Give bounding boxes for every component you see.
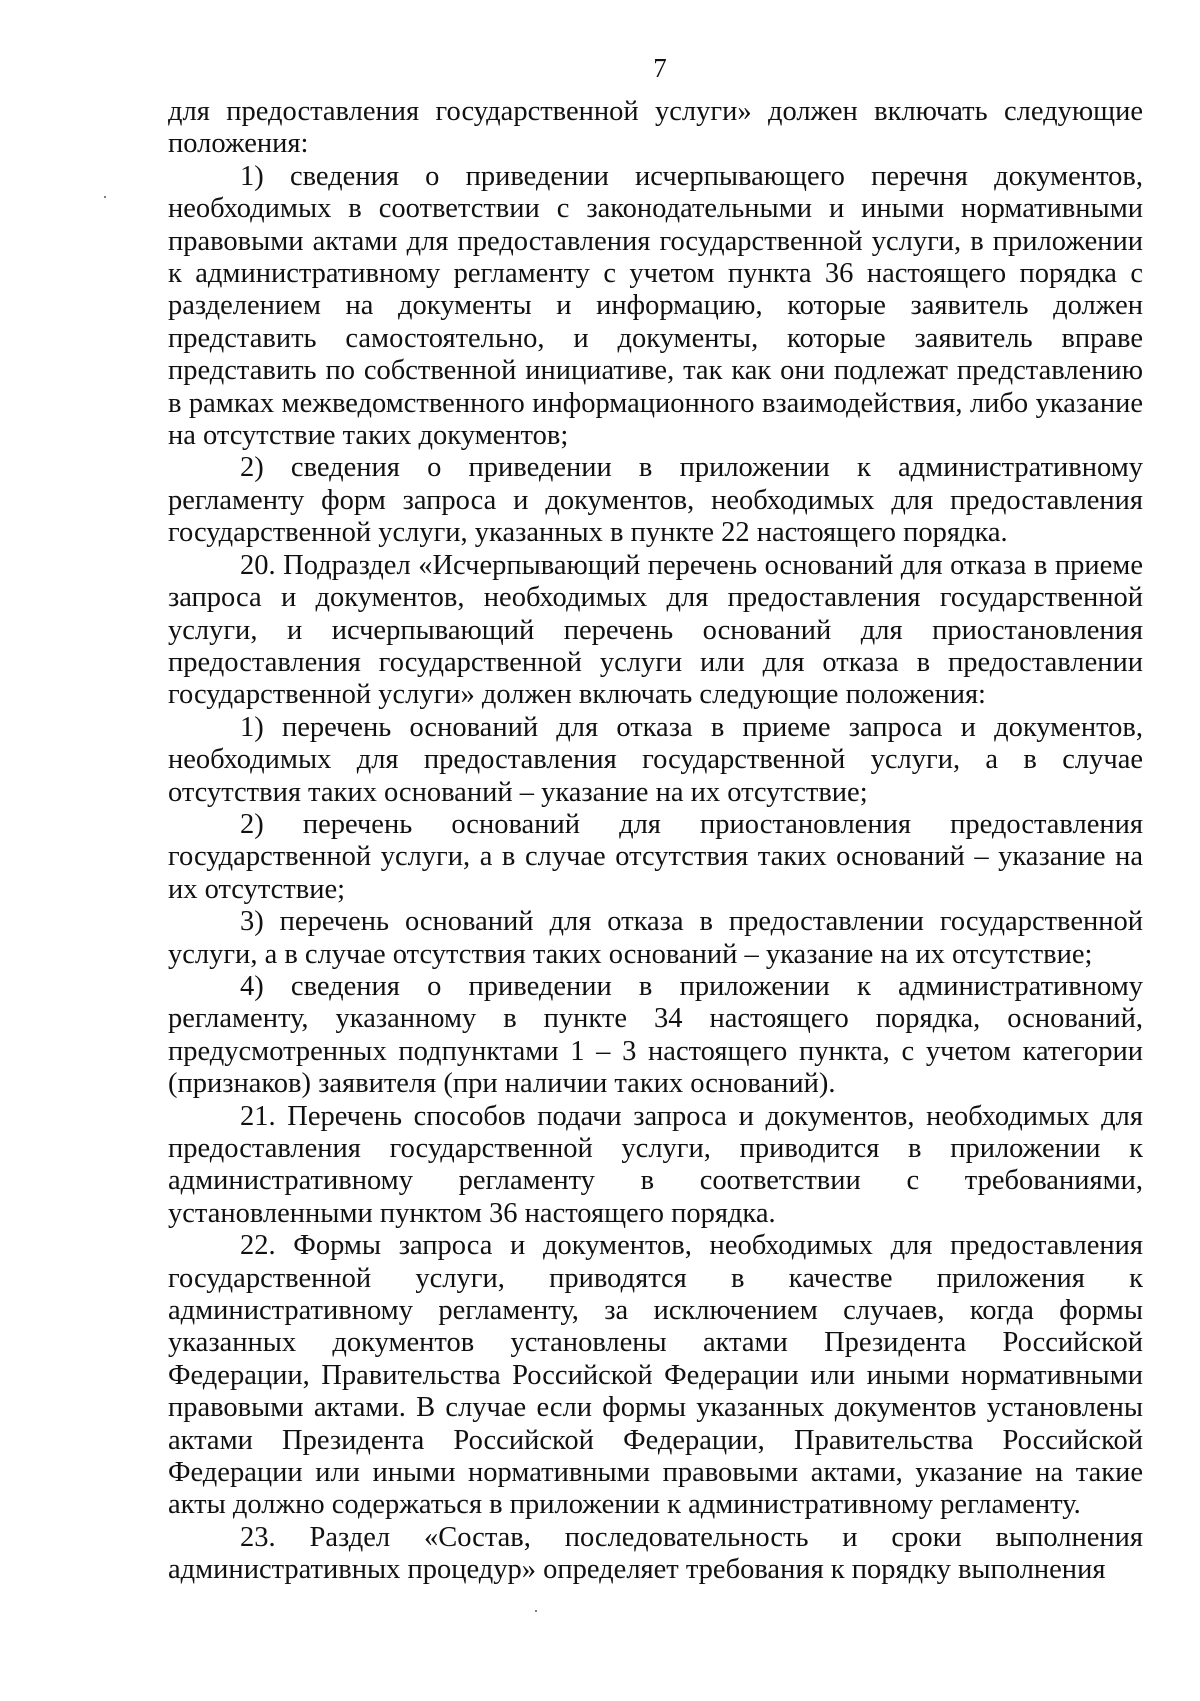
paragraph-item-1-documents-list: 1) сведения о приведении исчерпывающего перечня документов, необходимых в соответствии с законодательными и иными нормативными правовыми актами для предоставления государственной услуги, в приложении к административному регламенту с учетом пункта 36 настоящего порядка с разделением на документы и информацию, которые заявитель должен представить самостоятельно, и документы, которые заявитель вправе представить по собственной инициативе, так как они подлежат представлению в рамках межведомственного информационного взаимодействия, либо указание на отсутствие таких документов; xyxy=(168,160,1143,452)
document-body xyxy=(168,96,1143,1587)
scan-speck xyxy=(104,196,106,198)
page-number: 7 xyxy=(653,53,667,83)
scan-speck xyxy=(535,1610,537,1612)
paragraph-continuation: для предоставления государственной услуги» должен включать следующие положения: xyxy=(168,96,1143,160)
paragraph-clause-20-item-3: 3) перечень оснований для отказа в предоставлении государственной услуги, а в случае отсутствия таких оснований – указание на их отсутствие; xyxy=(168,906,1143,970)
paragraph-clause-20-item-2: 2) перечень оснований для приостановления предоставления государственной услуги, а в случае отсутствия таких оснований – указание на их отсутствие; xyxy=(168,808,1143,905)
paragraph-clause-23: 23. Раздел «Состав, последовательность и сроки выполнения административных процедур» определяет требования к порядку выполнения xyxy=(168,1521,1143,1586)
paragraph-clause-20: 20. Подраздел «Исчерпывающий перечень оснований для отказа в приеме запроса и документов, необходимых для предоставления государственной услуги, и исчерпывающий перечень оснований для приостановления предоставления государственной услуги или для отказа в предоставлении государственной услуги» должен включать следующие положения: xyxy=(168,549,1143,711)
paragraph-clause-20-item-4: 4) сведения о приведении в приложении к административному регламенту, указанному в пункте 34 настоящего порядка, оснований, предусмотренных подпунктами 1 – 3 настоящего пункта, с учетом категории (признаков) заявителя (при наличии таких оснований). xyxy=(168,970,1143,1100)
paragraph-item-2-forms: 2) сведения о приведении в приложении к административному регламенту форм запроса и документов, необходимых для предоставления государственной услуги, указанных в пункте 22 настоящего порядка. xyxy=(168,452,1143,549)
paragraph-clause-22: 22. Формы запроса и документов, необходимых для предоставления государственной услуги, приводятся в качестве приложения к административному регламенту, за исключением случаев, когда формы указанных документов установлены актами Президента Российской Федерации, Правительства Российской Федерации или иными нормативными правовыми актами. В случае если формы указанных документов установлены актами Президента Российской Федерации, Правительства Российской Федерации или иными нормативными правовыми актами, указание на такие акты должно содержаться в приложении к административному регламенту. xyxy=(168,1230,1143,1521)
paragraph-clause-21: 21. Перечень способов подачи запроса и документов, необходимых для предоставления государственной услуги, приводится в приложении к административному регламенту в соответствии с требованиями, установленными пунктом 36 настоящего порядка. xyxy=(168,1100,1143,1229)
paragraph-clause-20-item-1: 1) перечень оснований для отказа в приеме запроса и документов, необходимых для предоставления государственной услуги, а в случае отсутствия таких оснований – указание на их отсутствие; xyxy=(168,711,1143,808)
